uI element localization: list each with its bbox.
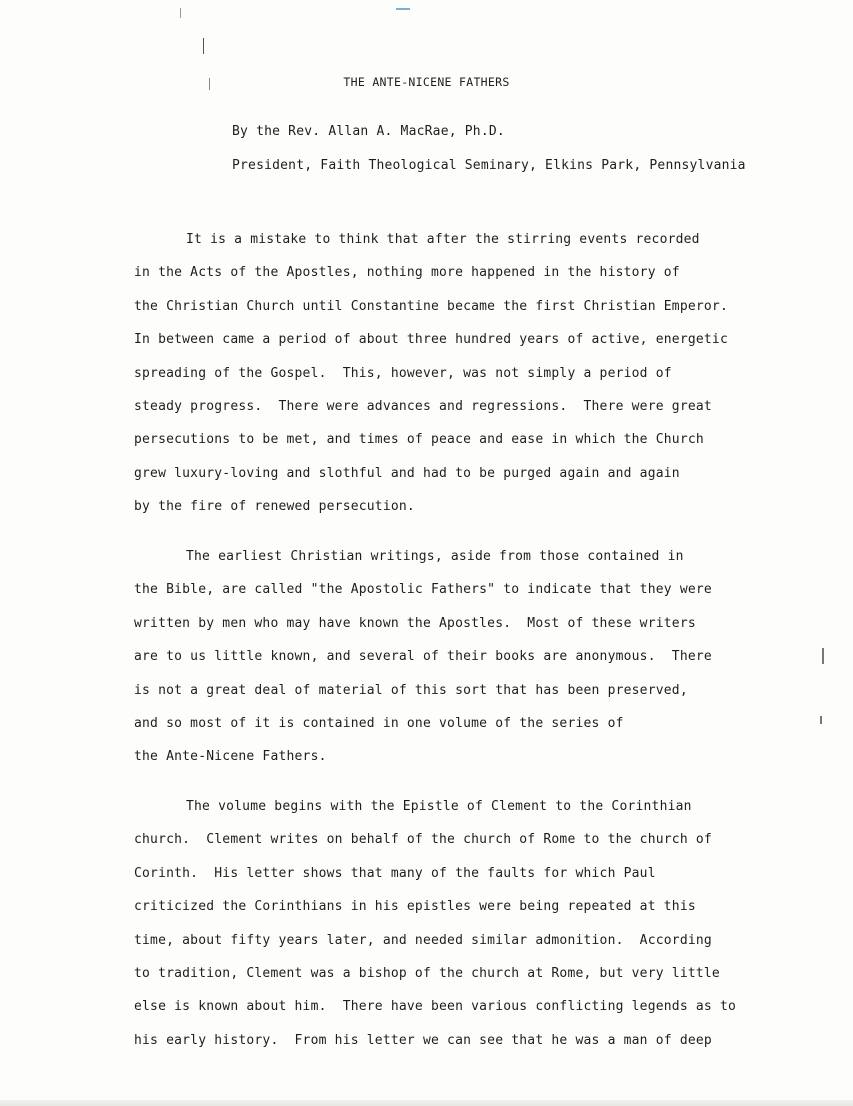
text-line: persecutions to be met, and times of peace and ease in which the Church xyxy=(134,432,704,448)
ink-smudge xyxy=(396,8,410,10)
text-line: the Christian Church until Constantine became the first Christian Emperor. xyxy=(134,298,728,314)
paragraph-3 xyxy=(134,790,784,1057)
text-line: written by men who may have known the Apostles. Most of these writers xyxy=(134,615,696,631)
text-line: grew luxury-loving and slothful and had to be purged again and again xyxy=(134,465,680,481)
text-line: The earliest Christian writings, aside from those contained in xyxy=(186,549,684,564)
margin-mark xyxy=(822,648,824,664)
margin-mark xyxy=(203,38,204,54)
text-line: to tradition, Clement was a bishop of the church at Rome, but very little xyxy=(134,965,720,981)
text-line: his early history. From his letter we can see that he was a man of deep xyxy=(134,1032,712,1048)
text-line: and so most of it is contained in one volume of the series of xyxy=(134,715,624,731)
margin-mark xyxy=(180,8,181,18)
text-line: steady progress. There were advances and regressions. There were great xyxy=(134,398,712,414)
text-line: criticized the Corinthians in his epistles were being repeated at this xyxy=(134,899,696,915)
paragraph-2 xyxy=(134,540,784,774)
text-line: time, about fifty years later, and needed similar admonition. According xyxy=(134,932,712,948)
page-bottom-edge xyxy=(0,1100,853,1106)
text-line: in the Acts of the Apostles, nothing more happened in the history of xyxy=(134,265,680,281)
text-line: spreading of the Gospel. This, however, was not simply a period of xyxy=(134,365,672,381)
author-line: By the Rev. Allan A. MacRae, Ph.D. xyxy=(232,124,505,139)
text-line: In between came a period of about three hundred years of active, energetic xyxy=(134,332,728,348)
text-line: the Bible, are called "the Apostolic Fathers" to indicate that they were xyxy=(134,582,712,598)
document-title: THE ANTE-NICENE FATHERS xyxy=(343,75,510,89)
text-line: church. Clement writes on behalf of the church of Rome to the church of xyxy=(134,832,712,848)
text-line: The volume begins with the Epistle of Clement to the Corinthian xyxy=(186,799,692,814)
text-line: is not a great deal of material of this sort that has been preserved, xyxy=(134,682,688,698)
margin-mark xyxy=(820,716,822,724)
text-line: the Ante-Nicene Fathers. xyxy=(134,749,327,765)
text-line: else is known about him. There have been various conflicting legends as to xyxy=(134,999,736,1015)
text-line: It is a mistake to think that after the stirring events recorded xyxy=(186,232,700,247)
paragraph-1 xyxy=(134,223,784,524)
author-position-line: President, Faith Theological Seminary, Elkins Park, Pennsylvania xyxy=(232,158,746,173)
text-line: are to us little known, and several of their books are anonymous. There xyxy=(134,649,712,665)
text-line: by the fire of renewed persecution. xyxy=(134,499,415,515)
text-line: Corinth. His letter shows that many of the faults for which Paul xyxy=(134,865,656,881)
